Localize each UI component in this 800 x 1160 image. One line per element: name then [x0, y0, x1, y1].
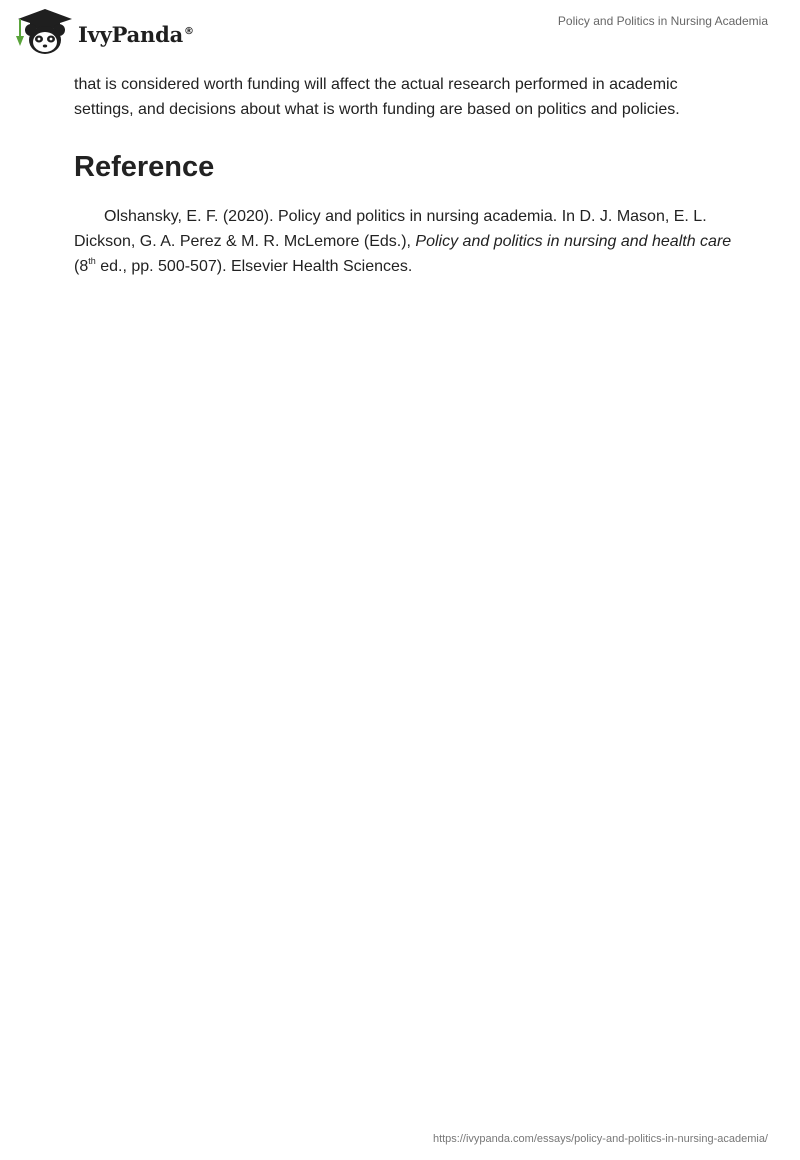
reference-book-title: Policy and politics in nursing and health care [415, 233, 732, 250]
reference-edition-open: (8 [74, 258, 89, 275]
registered-mark: ® [184, 25, 194, 37]
reference-heading: Reference [74, 151, 215, 183]
reference-authors: Olshansky, E. F. (2020). Policy and politics in nursing academia. In D. J. Mason, E. L. Dickson, G. A. Perez & M. R. McLemore (Eds.), [74, 208, 707, 250]
reference-edition-superscript: th [88, 255, 96, 266]
logo-wordmark-text: IvyPanda [78, 21, 184, 47]
page-content [74, 72, 734, 279]
body-paragraph: that is considered worth funding will affect the actual research performed in academic settings, and decisions about what is worth funding are based on politics and policies. [74, 76, 680, 118]
logo-wordmark [78, 22, 194, 47]
panda-graduate-icon [16, 8, 74, 58]
source-url[interactable]: https://ivypanda.com/essays/policy-and-politics-in-nursing-academia/ [432, 1133, 768, 1145]
document-title: Policy and Politics in Nursing Academia [557, 14, 768, 28]
ivypanda-logo[interactable] [16, 8, 194, 58]
reference-edition-rest: ed., pp. 500-507). Elsevier Health Sciences. [95, 258, 413, 275]
reference-entry [74, 204, 734, 279]
page-header [0, 0, 800, 64]
